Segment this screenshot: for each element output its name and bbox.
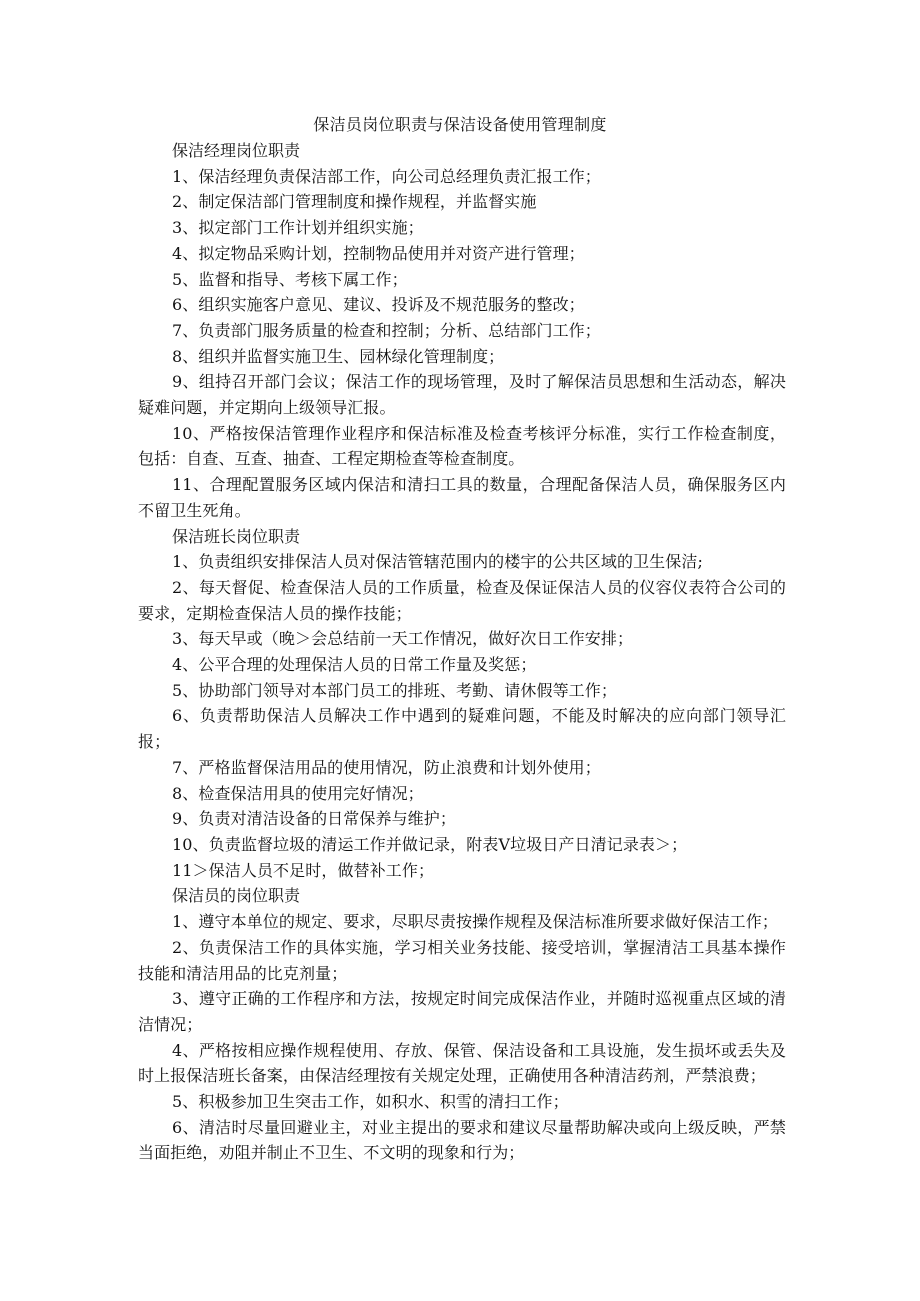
cleaner-duty-5: 5、积极参加卫生突击工作，如积水、积雪的清扫工作；	[172, 1092, 569, 1112]
manager-duty-1: 1、保洁经理负责保洁部工作，向公司总经理负责汇报工作；	[172, 166, 601, 186]
section-heading-manager: 保洁经理岗位职责	[172, 141, 301, 160]
manager-duty-8: 8、组织并监督实施卫生、园林绿化管理制度；	[172, 346, 505, 366]
cleaner-duty-4: 4、严格按相应操作规程使用、存放、保管、保洁设备和工具设施，发生损坏或丢失及时上报保洁班长备案，由保洁经理按有关规定处理，正确使用各种清洁药剂，严禁浪费；	[138, 1040, 786, 1086]
cleaner-duty-1: 1、遵守本单位的规定、要求，尽职尽责按操作规程及保洁标准所要求做好保洁工作；	[172, 912, 778, 932]
cleaner-duty-3: 3、遵守正确的工作程序和方法，按规定时间完成保洁作业，并随时巡视重点区域的清洁情况；	[138, 989, 786, 1034]
leader-duty-8: 8、检查保洁用具的使用完好情况；	[172, 783, 424, 803]
section-heading-cleaner: 保洁员的岗位职责	[172, 886, 301, 906]
leader-duty-5: 5、协助部门领导对本部门员工的排班、考勤、请休假等工作；	[172, 680, 617, 700]
leader-duty-1: 1、负责组织安排保洁人员对保洁管辖范围内的楼宇的公共区域的卫生保洁;	[172, 552, 703, 572]
leader-duty-2: 2、每天督促、检查保洁人员的工作质量，检查及保证保洁人员的仪容仪表符合公司的要求，定期检查保洁人员的操作技能；	[138, 577, 786, 623]
cleaner-duty-2: 2、负责保洁工作的具体实施，学习相关业务技能、接受培训，掌握清洁工具基本操作技能和清洁用品的比克剂量；	[138, 937, 786, 983]
document-body	[138, 138, 786, 1166]
leader-duty-10: 10、负责监督垃圾的清运工作并做记录，附表V垃圾日产日清记录表＞；	[172, 834, 688, 854]
manager-duty-9: 9、组持召开部门会议；保洁工作的现场管理，及时了解保洁员思想和生活动态，解决疑难问题，并定期向上级领导汇报。	[138, 372, 786, 418]
leader-duty-7: 7、严格监督保洁用品的使用情况，防止浪费和计划外使用；	[172, 757, 601, 777]
manager-duty-3: 3、拟定部门工作计划并组织实施；	[172, 218, 424, 238]
leader-duty-9: 9、负责对清洁设备的日常保养与维护；	[172, 809, 456, 829]
leader-duty-4: 4、公平合理的处理保洁人员的日常工作量及奖惩；	[172, 655, 537, 675]
cleaner-duty-6: 6、清洁时尽量回避业主，对业主提出的要求和建议尽量帮助解决或向上级反映，严禁当面拒绝，劝阻并制止不卫生、不文明的现象和行为；	[138, 1117, 786, 1163]
manager-duty-7: 7、负责部门服务质量的检查和控制；分析、总结部门工作；	[172, 320, 601, 340]
manager-duty-6: 6、组织实施客户意见、建议、投诉及不规范服务的整改；	[172, 295, 585, 315]
manager-duty-11: 11、合理配置服务区域内保洁和清扫工具的数量，合理配备保洁人员，确保服务区内不留卫生死角。	[138, 475, 786, 520]
leader-duty-3: 3、每天早或（晚＞会总结前一天工作情况，做好次日工作安排；	[172, 629, 634, 649]
manager-duty-4: 4、拟定物品采购计划，控制物品使用并对资产进行管理；	[172, 243, 585, 263]
manager-duty-5: 5、监督和指导、考核下属工作；	[172, 269, 408, 289]
document-title: 保洁员岗位职责与保洁设备使用管理制度	[313, 115, 607, 134]
leader-duty-11: 11＞保洁人员不足时，做替补工作；	[172, 860, 435, 880]
manager-duty-10: 10、严格按保洁管理作业程序和保洁标准及检查考核评分标准，实行工作检查制度，包括：自查、互查、抽查、工程定期检查等检查制度。	[138, 423, 786, 469]
leader-duty-6: 6、负责帮助保洁人员解决工作中遇到的疑难问题，不能及时解决的应向部门领导汇报；	[138, 706, 786, 752]
manager-duty-2: 2、制定保洁部门管理制度和操作规程，并监督实施	[172, 192, 537, 212]
section-heading-team-leader: 保洁班长岗位职责	[172, 526, 301, 546]
